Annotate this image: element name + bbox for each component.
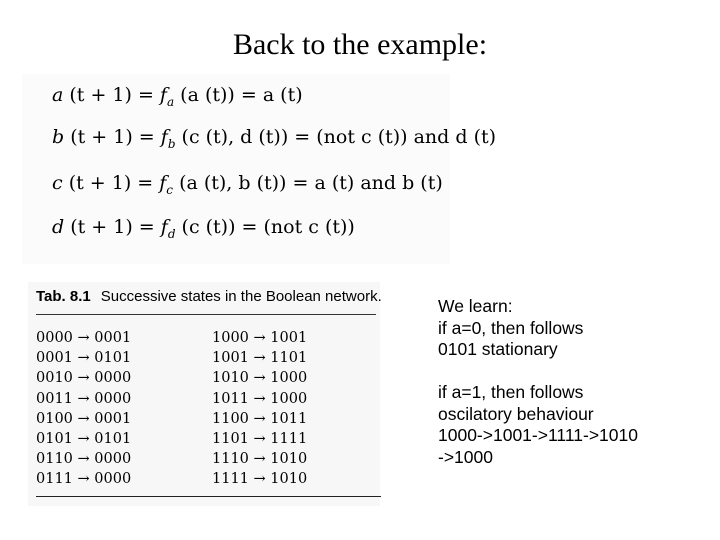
table-row: 1000 → 1001 (212, 330, 308, 346)
equation-block (22, 74, 497, 264)
eq-c-var: c (52, 172, 63, 194)
equation-b (52, 126, 496, 151)
table-row: 1101 → 1111 (212, 430, 308, 447)
eq-c-func: f (159, 172, 167, 194)
table-column-left (36, 328, 131, 490)
equation-c (52, 172, 443, 197)
table-row: 1100 → 1011 (212, 410, 308, 427)
eq-b-sub: b (167, 136, 176, 151)
eq-c-arg: (t + 1) = (62, 172, 160, 194)
eq-a-rhs: (a (t)) = a (t) (174, 84, 303, 106)
equation-d (52, 216, 355, 241)
notes-line: if a=1, then follows (438, 382, 584, 402)
notes-line (438, 361, 708, 383)
notes-line: 1000->1001->1111->1010 (438, 425, 638, 445)
notes-line: ->1000 (438, 446, 493, 467)
table-bottom-rule (36, 496, 381, 497)
table-row: 0010 → 0000 (36, 370, 132, 387)
eq-b-arg: (t + 1) = (64, 126, 161, 148)
eq-a-var: a (52, 84, 64, 106)
eq-b-var: b (52, 126, 65, 148)
eq-d-arg: (t + 1) = (64, 216, 161, 238)
table-caption-text: Successive states in the Boolean network. (100, 288, 382, 305)
table-row: 1111 → 1010 (212, 471, 308, 488)
eq-c-sub: c (166, 182, 174, 197)
eq-d-sub: d (167, 226, 176, 241)
notes-line: if a=0, then follows (438, 317, 584, 338)
table-row: 0000 → 0001 (36, 330, 132, 346)
table-row: 0101 → 0101 (36, 430, 132, 447)
eq-a-func: f (159, 84, 167, 106)
slide-title: Back to the example: (232, 28, 488, 61)
table-row: 0100 → 0001 (36, 410, 132, 427)
eq-a-sub: a (166, 94, 175, 109)
eq-a-arg: (t + 1) = (63, 84, 160, 106)
notes-line: oscilatory behaviour (438, 403, 594, 424)
notes-text (438, 296, 708, 468)
table-row: 1011 → 1000 (212, 390, 308, 407)
eq-b-rhs: (c (t), d (t)) = (not c (t)) and d (t) (175, 126, 497, 148)
state-table (28, 282, 380, 506)
table-row: 1001 → 1101 (212, 350, 308, 367)
table-row: 0011 → 0000 (36, 390, 132, 407)
table-row: 1110 → 1010 (212, 451, 308, 468)
equation-a (52, 84, 303, 109)
eq-b-func: f (160, 126, 168, 148)
eq-d-rhs: (c (t)) = (not c (t)) (175, 216, 355, 238)
table-caption (36, 288, 382, 305)
table-row: 1010 → 1000 (212, 370, 308, 387)
eq-d-func: f (160, 216, 168, 238)
eq-d-var: d (52, 216, 65, 238)
table-rule (36, 314, 376, 315)
table-column-right (212, 328, 307, 490)
eq-c-rhs: (a (t), b (t)) = a (t) and b (t) (173, 172, 443, 194)
notes-line: 0101 stationary (438, 339, 558, 359)
table-label: Tab. 8.1 (36, 288, 91, 305)
notes-line: We learn: (438, 296, 513, 316)
table-row: 0110 → 0000 (36, 451, 132, 468)
table-row: 0001 → 0101 (36, 350, 132, 367)
table-row: 0111 → 0000 (36, 471, 132, 488)
